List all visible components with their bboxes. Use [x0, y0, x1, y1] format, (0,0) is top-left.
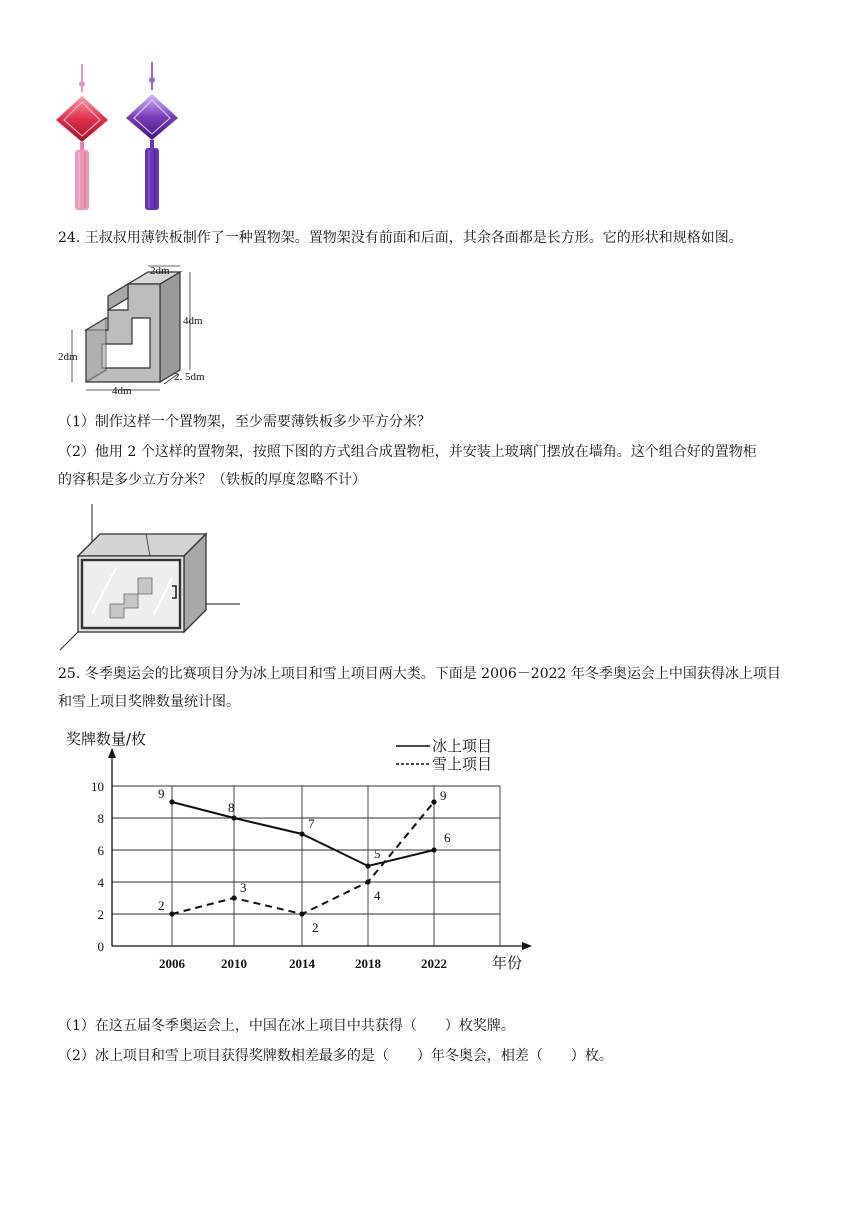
data-point	[231, 815, 236, 820]
y-tick-label: 6	[97, 843, 104, 858]
question-25-stem-line1: 25. 冬季奥运会的比赛项目分为冰上项目和雪上项目两大类。下面是 2006－2022 年冬季奥运会上中国获得冰上项目	[58, 666, 781, 682]
data-label: 2	[158, 898, 165, 913]
question-25-sub1: （1）在这五届冬季奥运会上，中国在冰上项目中共获得（ ）枚奖牌。	[58, 1018, 515, 1034]
dim-left-label: 2dm	[58, 351, 78, 363]
data-point	[169, 799, 174, 804]
data-point	[299, 911, 304, 916]
data-label: 2	[312, 920, 319, 935]
data-point	[169, 911, 174, 916]
legend-ice-label: 冰上项目	[432, 737, 493, 755]
medal-line-chart	[60, 722, 540, 978]
question-25-sub2: （2）冰上项目和雪上项目获得奖牌数相差最多的是（ ）年冬奥会，相差（ ）枚。	[58, 1048, 613, 1064]
dim-top-label: 2dm	[150, 265, 170, 277]
purple-knot-icon	[126, 62, 178, 210]
question-24-sub1: （1）制作这样一个置物架，至少需要薄铁板多少平方分米？	[58, 414, 431, 430]
dim-right-label: 4dm	[183, 315, 203, 327]
dim-bottom-label: 4dm	[112, 385, 132, 397]
x-axis-label: 年份	[492, 954, 523, 972]
x-tick-label: 2014	[289, 956, 315, 971]
y-tick-label: 0	[97, 939, 104, 954]
chinese-knot-ornaments	[50, 62, 190, 214]
data-label: 7	[308, 816, 315, 831]
y-axis-label: 奖牌数量/枚	[66, 730, 147, 748]
chart-legend	[396, 737, 492, 773]
question-24-sub2-line1: （2）他用 2 个这样的置物架，按照下图的方式组合成置物柜，并安装上玻璃门摆放在墙角。这个组合好的置物柜	[58, 444, 757, 460]
x-tick-label: 2022	[421, 956, 447, 971]
data-label: 9	[440, 788, 447, 803]
data-label: 4	[374, 888, 381, 903]
chart-grid	[112, 786, 500, 946]
y-tick-label: 4	[97, 875, 104, 890]
data-label: 6	[444, 830, 451, 845]
data-label: 5	[374, 846, 381, 861]
y-axis-arrow	[108, 748, 116, 758]
data-point	[365, 863, 370, 868]
data-point	[231, 895, 236, 900]
data-point	[299, 831, 304, 836]
question-25-stem-line2: 和雪上项目奖牌数量统计图。	[58, 694, 240, 710]
x-tick-label: 2006	[159, 956, 185, 971]
shelf-diagram	[58, 262, 218, 398]
data-label: 8	[228, 800, 235, 815]
shelf-shape	[86, 272, 180, 382]
dim-depth-label: 2. 5dm	[174, 371, 205, 383]
question-24-stem: 24. 王叔叔用薄铁板制作了一种置物架。置物架没有前面和后面，其余各面都是长方形。它的形状和规格如图。	[58, 230, 743, 246]
cabinet-diagram	[58, 504, 248, 656]
x-tick-label: 2010	[221, 956, 247, 971]
data-label: 9	[158, 786, 165, 801]
data-point	[365, 879, 370, 884]
y-tick-label: 10	[91, 779, 104, 794]
legend-snow-label: 雪上项目	[432, 755, 493, 773]
question-24-sub2-line2: 的容积是多少立方分米？（铁板的厚度忽略不计）	[58, 472, 366, 488]
red-knot-icon	[56, 64, 108, 210]
chart-series	[158, 786, 451, 935]
cabinet-box	[78, 534, 206, 632]
y-tick-label: 2	[97, 907, 104, 922]
x-tick-label: 2018	[355, 956, 381, 971]
data-label: 3	[240, 880, 247, 895]
series-line-snow	[172, 802, 434, 914]
chart-tick-labels	[91, 779, 447, 971]
data-point	[431, 799, 436, 804]
y-tick-label: 8	[97, 811, 104, 826]
data-point	[431, 847, 436, 852]
x-axis-arrow	[522, 942, 532, 950]
